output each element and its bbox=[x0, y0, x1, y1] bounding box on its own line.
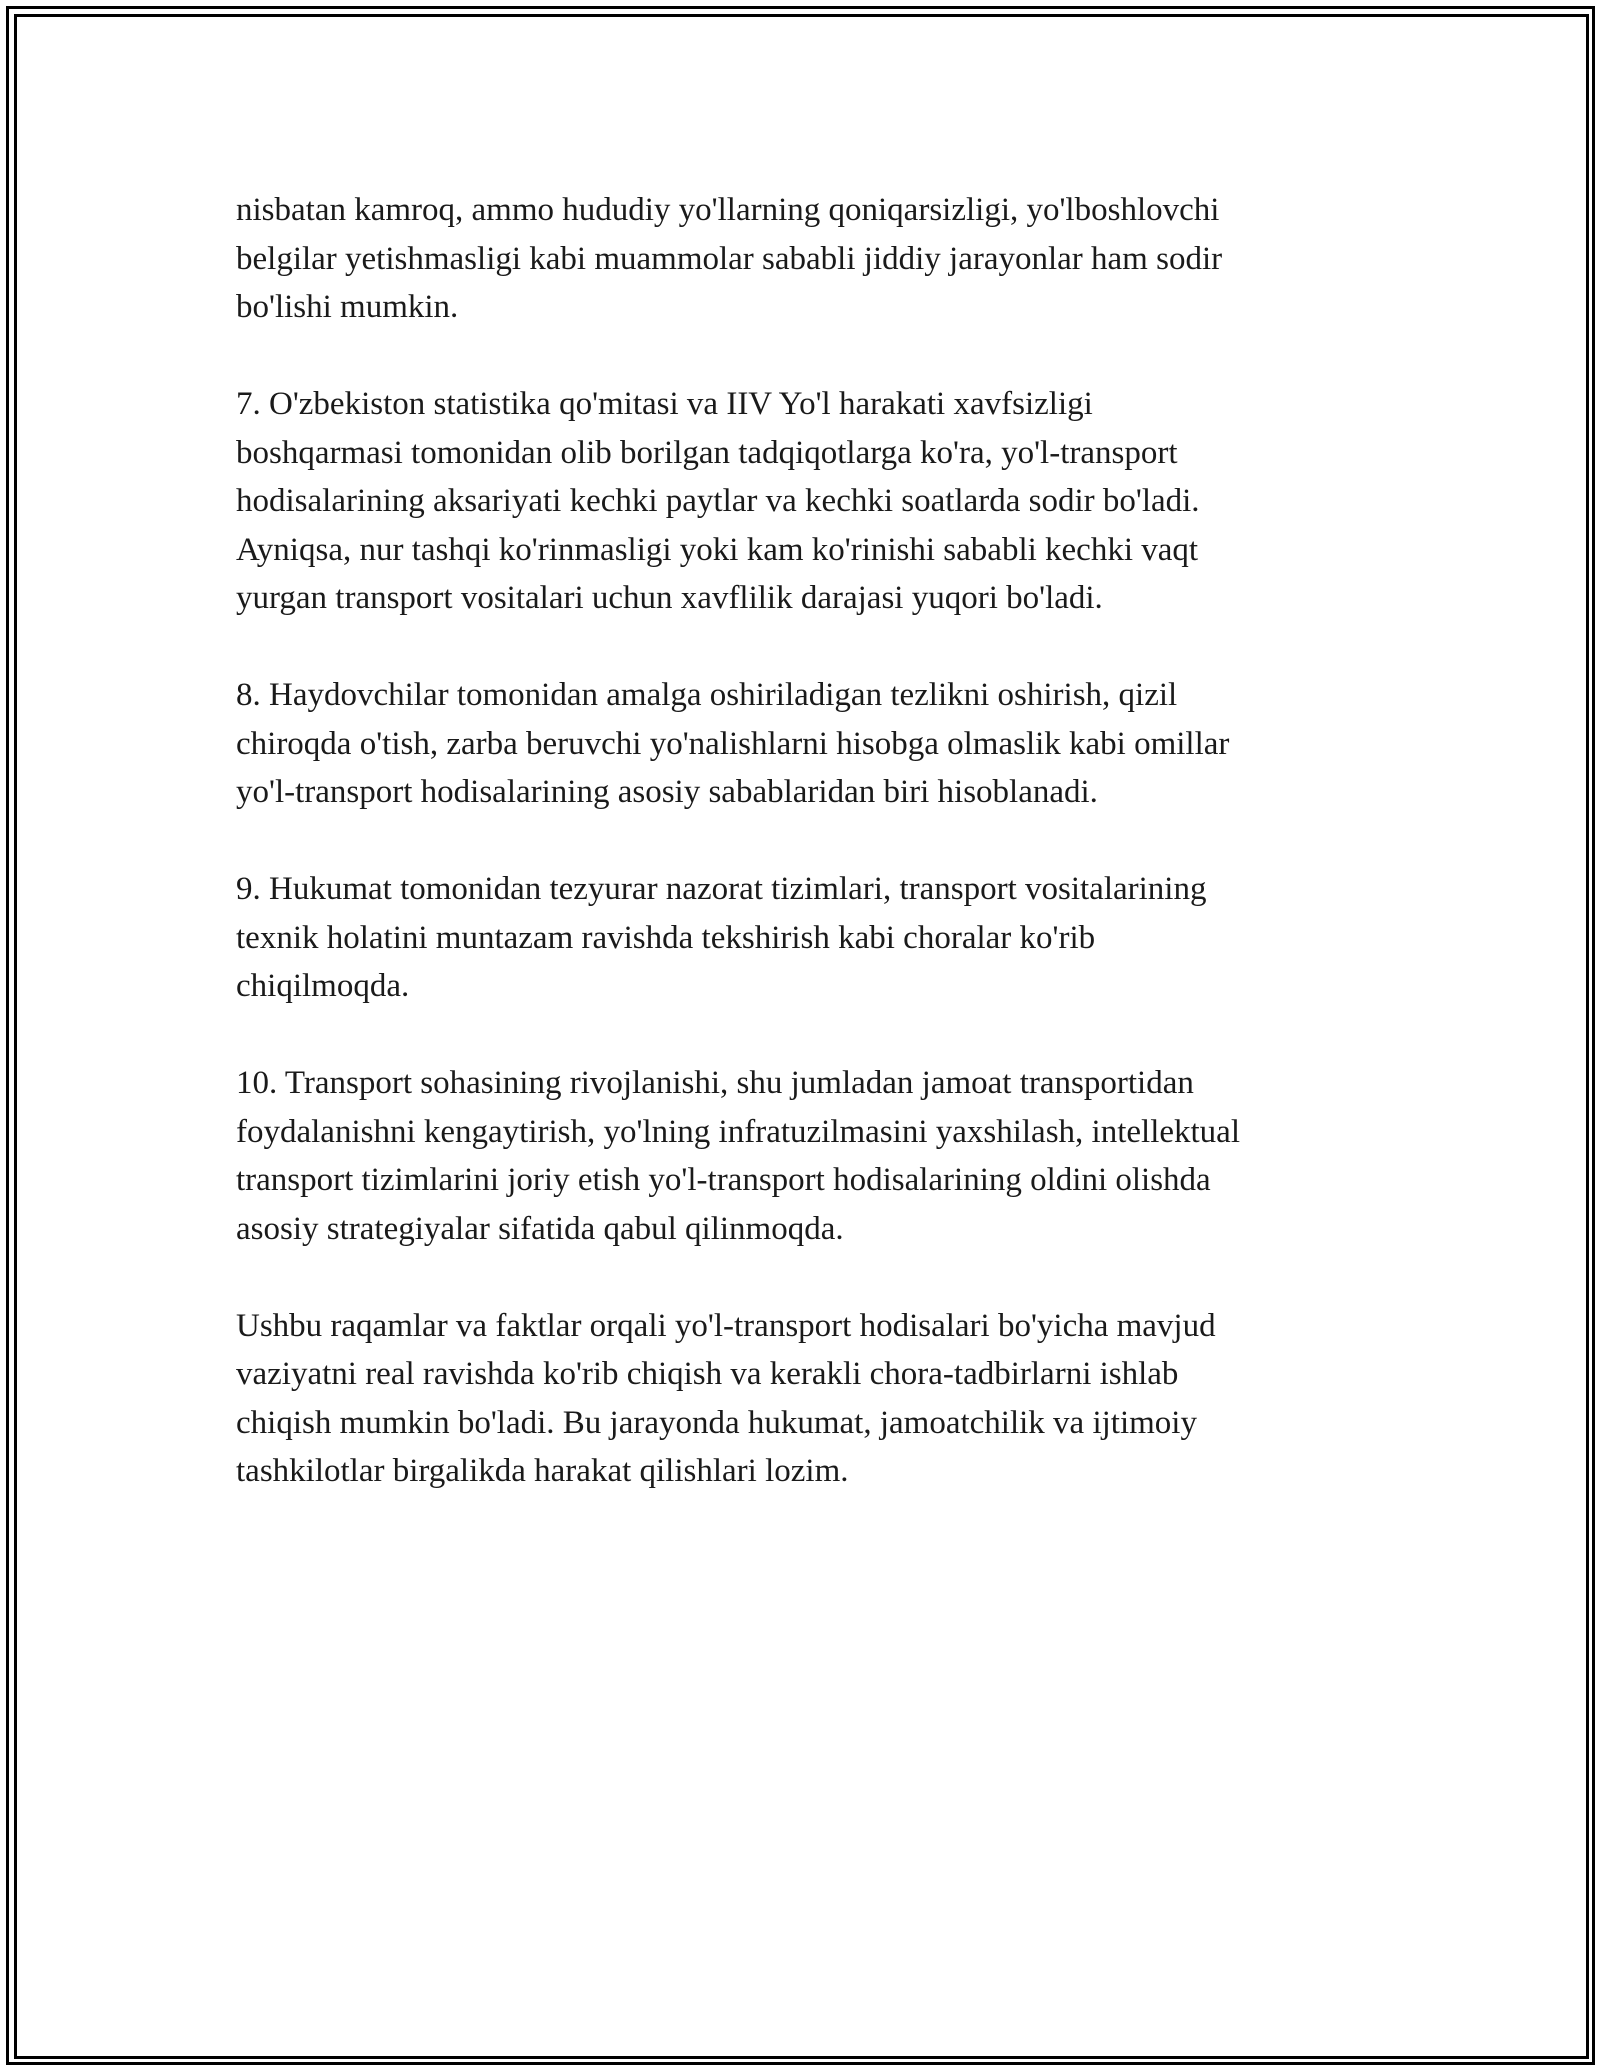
text-line: boshqarmasi tomonidan olib borilgan tadqiqotlarga ko'ra, yo'l-transport bbox=[236, 434, 1178, 471]
text-line: chiroqda o'tish, zarba beruvchi yo'nalishlarni hisobga olmaslik kabi omillar bbox=[236, 725, 1230, 762]
text-line: 8. Haydovchilar tomonidan amalga oshiriladigan tezlikni oshirish, qizil bbox=[236, 677, 1178, 713]
text-line: Ushbu raqamlar va faktlar orqali yo'l-transport hodisalari bo'yicha mavjud bbox=[236, 1307, 1216, 1344]
text-line: 10. Transport sohasining rivojlanishi, shu jumladan jamoat transportidan bbox=[236, 1065, 1194, 1101]
text-line: bo'lishi mumkin. bbox=[236, 289, 459, 325]
text-line: yo'l-transport hodisalarining asosiy sabablaridan biri hisoblanadi. bbox=[236, 774, 1098, 810]
paragraph-item-9 bbox=[236, 865, 1366, 1011]
text-line: 7. O'zbekiston statistika qo'mitasi va IIV Yo'l harakati xavfsizligi bbox=[236, 386, 1093, 422]
paragraph-item-7 bbox=[236, 380, 1366, 623]
text-line: Ayniqsa, nur tashqi ko'rinmasligi yoki kam ko'rinishi sababli kechki vaqt bbox=[236, 531, 1199, 568]
text-line: chiqilmoqda. bbox=[236, 968, 410, 1004]
text-line: vaziyatni real ravishda ko'rib chiqish va kerakli chora-tadbirlarni ishlab bbox=[236, 1356, 1179, 1392]
text-line: texnik holatini muntazam ravishda tekshirish kabi choralar ko'rib bbox=[236, 919, 1096, 956]
document-body bbox=[236, 186, 1366, 1544]
text-line: yurgan transport vositalari uchun xavflilik darajasi yuqori bo'ladi. bbox=[236, 580, 1103, 616]
text-line: hodisalarining aksariyati kechki paytlar va kechki soatlarda sodir bo'ladi. bbox=[236, 483, 1200, 519]
paragraph-item-8 bbox=[236, 671, 1366, 817]
text-line: chiqish mumkin bo'ladi. Bu jarayonda hukumat, jamoatchilik va ijtimoiy bbox=[236, 1404, 1197, 1441]
paragraph-conclusion bbox=[236, 1302, 1366, 1496]
text-line: belgilar yetishmasligi kabi muammolar sababli jiddiy jarayonlar ham sodir bbox=[236, 240, 1223, 277]
text-line: transport tizimlarini joriy etish yo'l-transport hodisalarining oldini olishda bbox=[236, 1162, 1211, 1198]
text-line: 9. Hukumat tomonidan tezyurar nazorat tizimlari, transport vositalarining bbox=[236, 871, 1207, 907]
text-line: foydalanishni kengaytirish, yo'lning infratuzilmasini yaxshilash, intellektual bbox=[236, 1113, 1241, 1150]
text-line: asosiy strategiyalar sifatida qabul qilinmoqda. bbox=[236, 1210, 844, 1247]
paragraph-intro-continued bbox=[236, 186, 1366, 332]
paragraph-item-10 bbox=[236, 1059, 1366, 1253]
text-line: nisbatan kamroq, ammo hududiy yo'llarning qoniqarsizligi, yo'lboshlovchi bbox=[236, 192, 1220, 228]
text-line: tashkilotlar birgalikda harakat qilishlari lozim. bbox=[236, 1453, 849, 1489]
